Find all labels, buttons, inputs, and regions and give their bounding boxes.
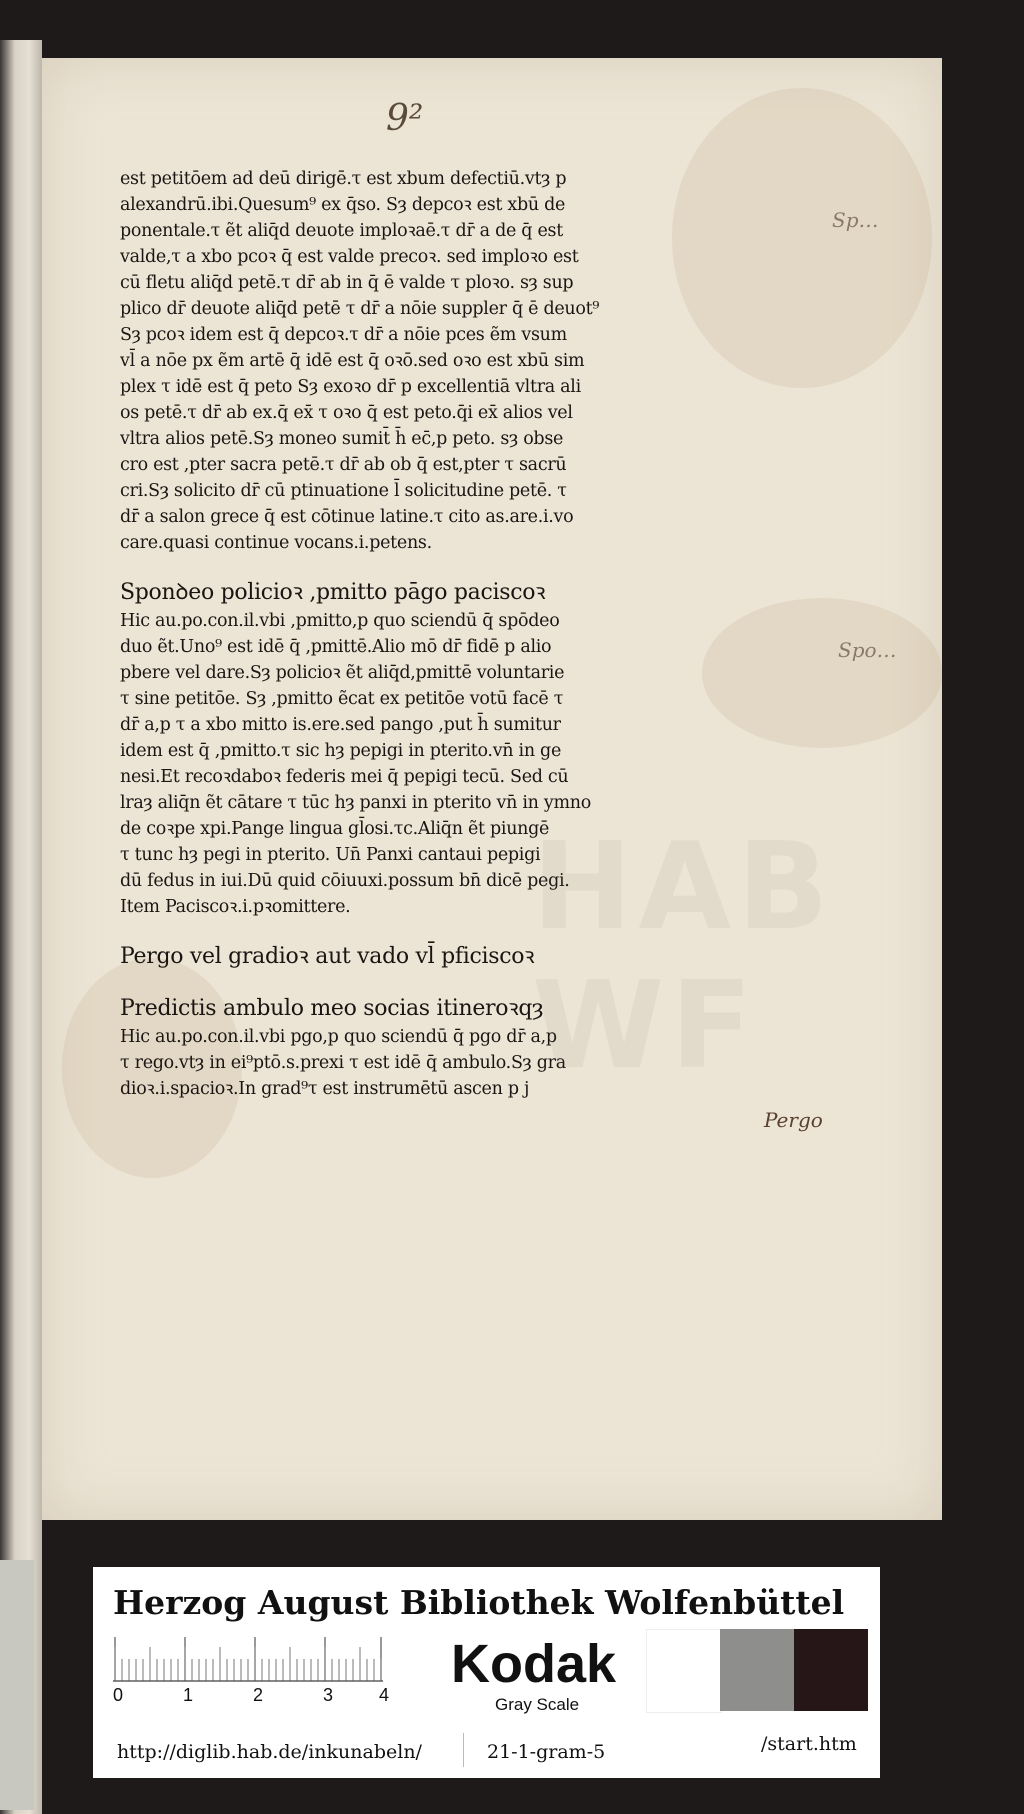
text-line: de coꝛpe xpi.Pange lingua gl̄osi.τc.Aliq̄n ẽt piungē (120, 819, 550, 839)
lemma-heading: Sponꝺeo policioꝛ ,pmitto pāgo paciscoꝛ (120, 580, 546, 605)
gray-patch-mid (720, 1629, 794, 1711)
text-line: vltra alios petē.Sȝ moneo sumit̄ h̄ ec̄,p peto. sȝ obse (120, 429, 564, 449)
left-scan-strip (0, 1560, 34, 1810)
text-line: est petitōem ad deū dirigē.τ est xbum defectiū.vtȝ p (120, 169, 567, 189)
divider (463, 1733, 464, 1767)
ruler-number: 1 (183, 1685, 194, 1705)
text-line: Sȝ pcoꝛ idem est q̄ depcoꝛ.τ dr̄ a nōie pces ẽm vsum (120, 325, 567, 345)
text-line: care.quasi continue vocans.i.petens. (120, 533, 432, 553)
start-path: /start.htm (761, 1733, 857, 1755)
margin-note: Pergo (764, 1108, 823, 1132)
text-line: alexandrū.ibi.Quesum⁹ ex q̄so. Sȝ depcoꝛ est xbū de (120, 195, 566, 215)
text-line: idem est q̄ ,pmitto.τ sic hȝ pepigi in pterito.vn̄ in ge (120, 741, 562, 761)
margin-note: Spo… (838, 638, 897, 662)
gray-patch-black (794, 1629, 868, 1711)
lemma-heading: Predictis ambulo meo socias itineroꝛqȝ (120, 996, 544, 1021)
text-line: valde,τ a xbo pcoꝛ q̄ est valde precoꝛ. sed imploꝛo est (120, 247, 579, 267)
book-left-edge (0, 40, 42, 1814)
margin-note: Sp… (832, 208, 879, 232)
text-line: dioꝛ.i.spacioꝛ.In grad⁹τ est instrumētū ascen p j (120, 1079, 530, 1099)
text-line: τ tunc hȝ pegi in pterito. Un̄ Panxi cantaui pepigi (120, 845, 541, 865)
digital-library-url: http://diglib.hab.de/inkunabeln/ (117, 1741, 422, 1763)
text-line: τ rego.vtȝ in ei⁹ptō.s.prexi τ est idē q̄ ambulo.Sȝ gra (120, 1053, 566, 1073)
gray-scale-label: Gray Scale (495, 1695, 580, 1714)
text-line: lraȝ aliq̄n ẽt cātare τ tūc hȝ panxi in pterito vn̄ in ymno (120, 793, 591, 813)
shelfmark-id: 21-1-gram-5 (487, 1741, 606, 1763)
text-line: cro est ,pter sacra petē.τ dr̄ ab ob q̄ est,pter τ sacrū (120, 455, 567, 475)
text-line: nesi.Et recoꝛdaboꝛ federis mei q̄ pepigi tecū. Sed cū (120, 767, 569, 787)
text-line: cri.Sȝ solicito dr̄ cū ptinuatione l̄ solicitudine petē. τ (120, 481, 567, 501)
text-line: duo ẽt.Uno⁹ est idē q̄ ,pmittē.Alio mō dr̄ fidē p alio (120, 637, 552, 657)
text-line: Item Paciscoꝛ.i.pꝛomittere. (120, 897, 351, 917)
color-calibration-bar (93, 1567, 880, 1778)
text-line: τ sine petitōe. Sȝ ,pmitto ẽcat ex petitōe votū facē τ (120, 689, 564, 709)
text-line: dr̄ a salon grece q̄ est cōtinue latine.τ cito as.are.i.vo (120, 507, 574, 527)
folio-number: 9² (386, 98, 424, 139)
lemma-heading: Pergo vel gradioꝛ aut vado vl̄ pficiscoꝛ (120, 944, 535, 969)
text-line: ponentale.τ ẽt aliq̄d deuote imploꝛaē.τ dr̄ a de q̄ est (120, 221, 563, 241)
ruler-number: 0 (113, 1685, 124, 1705)
kodak-logo: Kodak (451, 1634, 617, 1694)
text-line: plico dr̄ deuote aliq̄d petē τ dr̄ a nōie suppler q̄ ē deuot⁹ (120, 299, 600, 319)
text-line: pbere vel dare.Sȝ policioꝛ ẽt aliq̄d,pmittē voluntarie (120, 663, 565, 683)
ruler-number: 3 (323, 1685, 334, 1705)
text-line: cū fletu aliq̄d petē.τ dr̄ ab in q̄ ē valde τ ploꝛo. sȝ sup (120, 273, 574, 293)
ruler-number: 4 (379, 1685, 390, 1705)
manuscript-page (42, 58, 942, 1520)
ruler-scale (113, 1637, 383, 1683)
text-line: Hic au.po.con.il.vbi pgo,p quo sciendū q̄ pgo dr̄ a,p (120, 1027, 557, 1047)
hab-watermark: HAB WF (532, 818, 835, 1096)
text-line: vl̄ a nōe px ẽm artē q̄ idē est q̄ oꝛō.sed oꝛo est xbū sim (120, 351, 585, 371)
gray-patch-white (646, 1629, 722, 1713)
text-line: os petē.τ dr̄ ab ex.q̄ ex̄ τ oꝛo q̄ est peto.q̄i ex̄ alios vel (120, 403, 573, 423)
ruler-number: 2 (253, 1685, 264, 1705)
paper-stain (702, 598, 942, 748)
text-line: Hic au.po.con.il.vbi ,pmitto,p quo sciendū q̄ spōdeo (120, 611, 560, 631)
text-line: plex τ idē est q̄ peto Sȝ exoꝛo dr̄ p excellentiā vltra ali (120, 377, 581, 397)
text-line: dū fedus in iui.Dū quid cōiuuxi.possum bn̄ dicē pegi. (120, 871, 570, 891)
library-title: Herzog August Bibliothek Wolfenbüttel (113, 1583, 845, 1622)
text-line: dr̄ a,p τ a xbo mitto is.ere.sed pango ,put h̄ sumitur (120, 715, 561, 735)
